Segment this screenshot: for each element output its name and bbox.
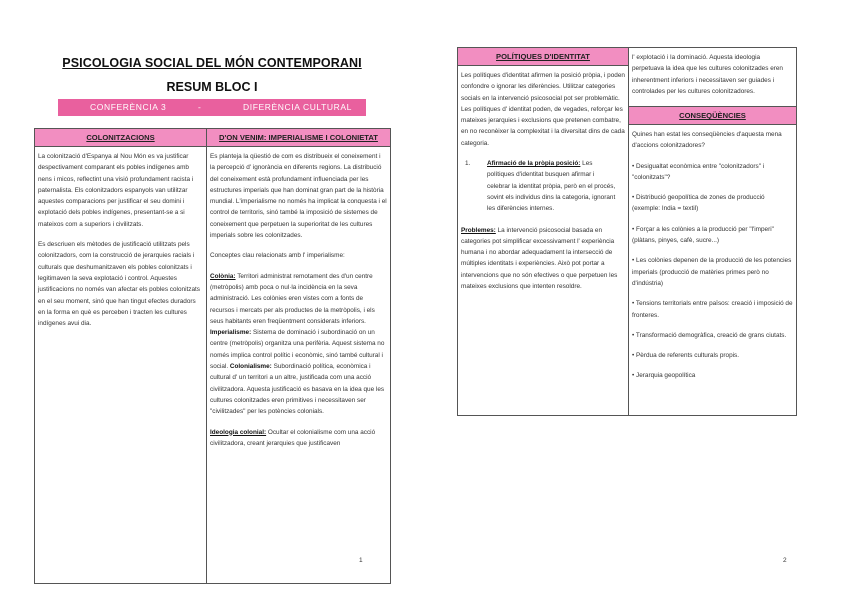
summary-table-2 — [457, 47, 797, 416]
page-2 — [424, 0, 848, 600]
definition-imperialisme: Sistema de dominació i subordinació on un centre (metròpolis) organitza una perifèria. Aquest sistema no només implica control polític i econòmic, sinó també cultural i social. — [210, 329, 385, 371]
banner-topic-label: DIFERÈNCIA CULTURAL — [243, 102, 353, 112]
consequencies-cell — [629, 125, 797, 416]
consequencies-header: CONSEQÜÈNCIES — [629, 107, 797, 125]
consequence-bullet: • Forçar a les colònies a la producció per "l'imperi" (plàtans, pinyes, cafè, sucre...) — [632, 225, 774, 245]
list-number: 1. — [465, 160, 471, 168]
conference-banner — [58, 99, 366, 116]
term-colonia: Colònia: — [210, 272, 236, 280]
colonitzacions-cell — [35, 147, 207, 584]
politiques-paragraph-1: Les polítiques d'identitat afirmen la posició pròpia, i poden confondre o ignorar les diferències. Utilitzar categories socials en la intervenció psicosocial pot ser problemàtic. Les polítiques d' identitat poden, de vegades, reforçar les mateixes jerarquies i exclusions que pretenen combatre, en no reconèixer la complexitat i la diversitat dins de cada categoria. — [461, 72, 625, 147]
colonitzacions-paragraph-2: Es descriuen els mètodes de justificació utilitzats pels colonitzadors, com la construcció de jerarquies racials i culturals que deshumanitzaven els pobles colonitzats i legitimaven la seva explotació i control. Aquestes justificacions no només van afectar els pobles colonitzats en el seu moment, sinó que han tingut efectes duradors en la forma en què es perceben i tracten les cultures indígenes avui dia. — [38, 241, 200, 328]
consequencies-intro: Quines han estat les conseqüències d'aquesta mena d'accions colonitzadores? — [632, 131, 782, 150]
term-ideologia-colonial: Ideologia colonial: — [210, 428, 267, 436]
key-concepts-definitions — [210, 271, 387, 418]
imperialisme-cell — [207, 147, 391, 584]
definition-colonia: Territori administrat remotament des d'un centre (metròpolis) amb poca o nul·la incidència en la seva administració. Les colònies eren vistes com a fonts de recursos i mercats per als productes de la metròpolis, i els seus habitants eren freqüentment considerats inferiors. — [210, 272, 375, 325]
list-item-1 — [461, 158, 625, 214]
ideologia-definition — [210, 427, 387, 450]
banner-dash: - — [198, 102, 202, 112]
politiques-identitat-cell — [458, 66, 629, 416]
key-concepts-intro: Conceptes clau relacionats amb l' imperialisme: — [210, 252, 345, 260]
definition-afirmacio: Les polítiques d'identitat busquen afirmar i celebrar la identitat pròpia, però en el procés, sovint els individus dins la categoria, ignorant les diferències internes. — [487, 160, 616, 213]
ideologia-continuation-cell — [629, 48, 797, 107]
definition-ideologia-colonial: Ocultar el colonialisme com una acció civilitzadora, creant jerarquies que justificaven — [210, 428, 376, 447]
banner-conference-label: CONFERÈNCIA 3 — [90, 102, 167, 112]
document-subtitle: RESUM BLOC I — [166, 80, 258, 94]
document-title: PSICOLOGIA SOCIAL DEL MÓN CONTEMPORANI — [62, 56, 362, 70]
consequence-bullet: • Tensions territorials entre països: creació i imposició de fronteres. — [632, 300, 793, 319]
consequence-bullet: • Transformació demogràfica, creació de grans ciutats. — [632, 331, 787, 339]
definition-colonialisme: Subordinació política, econòmica i cultural d' un territori a un altre, justificada com una acció civilitzadora. Aquesta justificació es basava en la idea que les cultures colonitzades eren primitives i necessitaven ser "civilitzades" per les potències colonials. — [210, 363, 385, 416]
consequence-bullet: • Desigualtat econòmica entre "colonitzadors" i "colonitzats"? — [632, 162, 765, 181]
politiques-identitat-header: POLÍTIQUES D'IDENTITAT — [458, 48, 629, 66]
term-imperialisme: Imperialisme: — [210, 329, 252, 337]
problemes-paragraph — [461, 225, 625, 293]
consequence-bullet: • Distribució geopolítica de zones de producció (exemple: India = textil) — [632, 194, 765, 213]
imperialisme-paragraph-1: Es planteja la qüestió de com es distribueix el coneixement i la percepció d' ignorància en diferents regions. La distribució del coneixement està profundament influenciada per les estructures imperials que han dominat gran part de la història mundial. L'imperialisme no només ha implicat la conquesta i el control de territoris, sinó també la imposició de sistemes de coneixement que perpetuen la superioritat de les cultures imperials sobre les colonitzades. — [210, 153, 387, 240]
consequence-bullet: • Pèrdua de referents culturals propis. — [632, 352, 740, 360]
term-afirmacio: Afirmació de la pròpia posició: — [487, 160, 581, 168]
consequence-bullet: • Jerarquia geopolítica — [632, 372, 696, 380]
imperialisme-header: D'ON VENIM: IMPERIALISME I COLONIETAT — [207, 129, 391, 147]
colonitzacions-paragraph-1: La colonització d'Espanya al Nou Món es va justificar despectivament comparant els pobles indígenes amb nens i micos, reflectint una visió profundament racista i paternalista. Els colonitzadors espanyols van utilitzar aquestes comparacions per justificar el seu domini i explotació dels pobles indígenes, presentant-se a si mateixos com a superiors i civilitzats. — [38, 153, 194, 228]
term-problemes: Problemes: — [461, 226, 496, 234]
problemes-text: La intervenció psicosocial basada en categories pot simplificar excessivament l' experiència humana i no abordar adequadament la intersecció de múltiples identitats i experiències. Això pot portar a intervencions que no són efectives o que perpetuen les mateixes exclusions que intenten resoldre. — [461, 226, 618, 291]
consequence-bullet: • Les colònies depenen de la producció de les potencies imperials (producció de matèries primes però no d'indústria) — [632, 257, 792, 287]
term-colonialisme: Colonialisme: — [229, 363, 272, 371]
page-number-1: 1 — [359, 557, 363, 564]
page-number-2: 2 — [783, 557, 787, 564]
ideologia-continuation-text: l' explotació i la dominació. Aquesta ideologia perpetuava la idea que les cultures colonitzades eren inherentment inferiors i necessitaven ser guiades i controlades per les cultures colonitzadores. — [632, 54, 783, 95]
summary-table-1 — [34, 128, 391, 584]
colonitzacions-header: COLONITZACIONS — [35, 129, 207, 147]
